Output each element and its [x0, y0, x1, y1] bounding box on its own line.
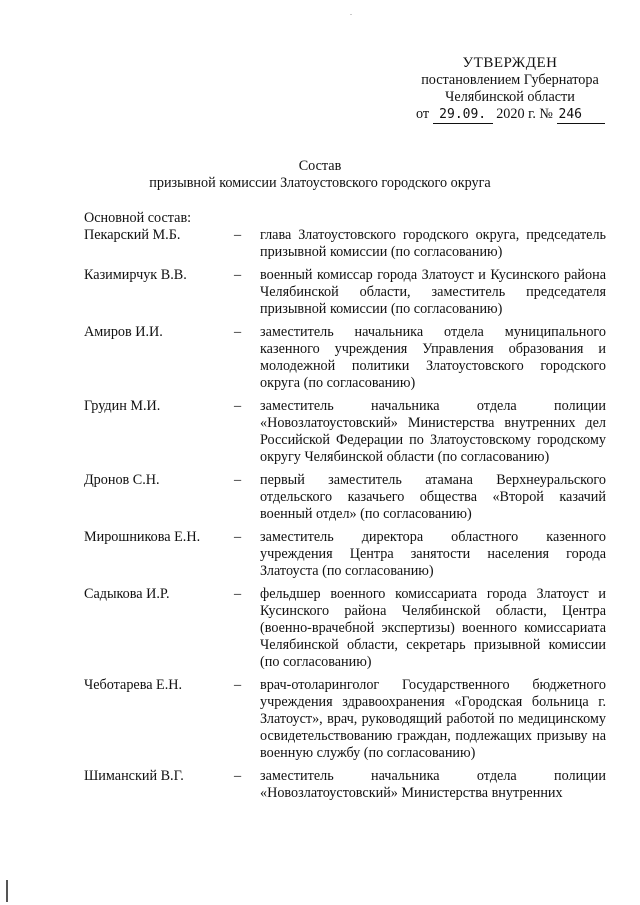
list-item	[84, 677, 614, 762]
approval-stamp	[410, 55, 610, 124]
member-description: заместитель начальника отдела полиции «Новозлатоустовский» Министерства внутренних дел Российской Федерации по Златоустовскому городскому округу Челябинской области (по согласованию)	[260, 398, 606, 465]
approval-date-line	[410, 106, 610, 124]
list-item	[84, 227, 614, 261]
list-item	[84, 472, 614, 523]
members-list	[84, 227, 614, 808]
member-name: Садыкова И.Р.	[84, 586, 170, 602]
member-name: Шиманский В.Г.	[84, 768, 184, 784]
approval-year: 2020 г. №	[496, 106, 553, 122]
section-label: Основной состав:	[84, 210, 192, 226]
member-dash: –	[234, 227, 242, 243]
member-description: заместитель директора областного казенного учреждения Центра занятости населения города Златоуста (по согласованию)	[260, 529, 606, 579]
list-item	[84, 324, 614, 392]
member-name: Амиров И.И.	[84, 324, 163, 340]
member-name: Грудин М.И.	[84, 398, 161, 414]
member-name: Дронов С.Н.	[84, 472, 160, 488]
approval-number: 246	[557, 106, 605, 124]
document-heading	[60, 158, 580, 192]
member-dash: –	[234, 472, 242, 488]
scan-speck: .	[350, 8, 352, 17]
list-item	[84, 586, 614, 671]
heading-line-2: призывной комиссии Златоустовского городского округа	[149, 175, 491, 191]
heading-line-1: Состав	[298, 158, 342, 174]
member-description: первый заместитель атамана Верхнеуральского отдельского казачьего общества «Второй казачий военный отдел» (по согласованию)	[260, 472, 606, 522]
approval-date: 29.09.	[433, 106, 493, 124]
member-name: Казимирчук В.В.	[84, 267, 187, 283]
list-item	[84, 267, 614, 318]
member-description: глава Златоустовского городского округа, председатель призывной комиссии (по согласованию)	[260, 227, 606, 260]
member-dash: –	[234, 267, 242, 283]
member-dash: –	[234, 398, 242, 414]
list-item	[84, 768, 614, 802]
approval-title: УТВЕРЖДЕН	[462, 55, 558, 71]
approval-line-1: постановлением Губернатора	[421, 72, 599, 88]
member-name: Мирошникова Е.Н.	[84, 529, 201, 545]
member-dash: –	[234, 529, 242, 545]
list-item	[84, 529, 614, 580]
member-description: врач-отоларинголог Государственного бюджетного учреждения здравоохранения «Городская больница г. Златоуст», врач, руководящий работой по медицинскому освидетельствованию граждан, подлежащих призыву на военную службу (по согласованию)	[260, 677, 606, 761]
scan-edge-mark	[6, 880, 8, 902]
member-name: Пекарский М.Б.	[84, 227, 181, 243]
member-name: Чеботарева Е.Н.	[84, 677, 183, 693]
member-description: военный комиссар города Златоуст и Кусинского района Челябинской области, заместитель председателя призывной комиссии (по согласованию)	[260, 267, 606, 317]
member-dash: –	[234, 677, 242, 693]
member-dash: –	[234, 586, 242, 602]
list-item	[84, 398, 614, 466]
member-description: фельдшер военного комиссариата города Златоуст и Кусинского района Челябинской области, Центра (военно-врачебной экспертизы) военного комиссариата Челябинской области, секретарь призывной комиссии (по согласованию)	[260, 586, 606, 670]
member-dash: –	[234, 324, 242, 340]
member-description: заместитель начальника отдела полиции «Новозлатоустовский» Министерства внутренних	[260, 768, 606, 801]
member-dash: –	[234, 768, 242, 784]
date-prefix: от	[416, 106, 430, 122]
member-description: заместитель начальника отдела муниципального казенного учреждения Управления образования и молодежной политики Златоустовского городского округа (по согласованию)	[260, 324, 606, 391]
approval-line-2: Челябинской области	[445, 89, 575, 105]
